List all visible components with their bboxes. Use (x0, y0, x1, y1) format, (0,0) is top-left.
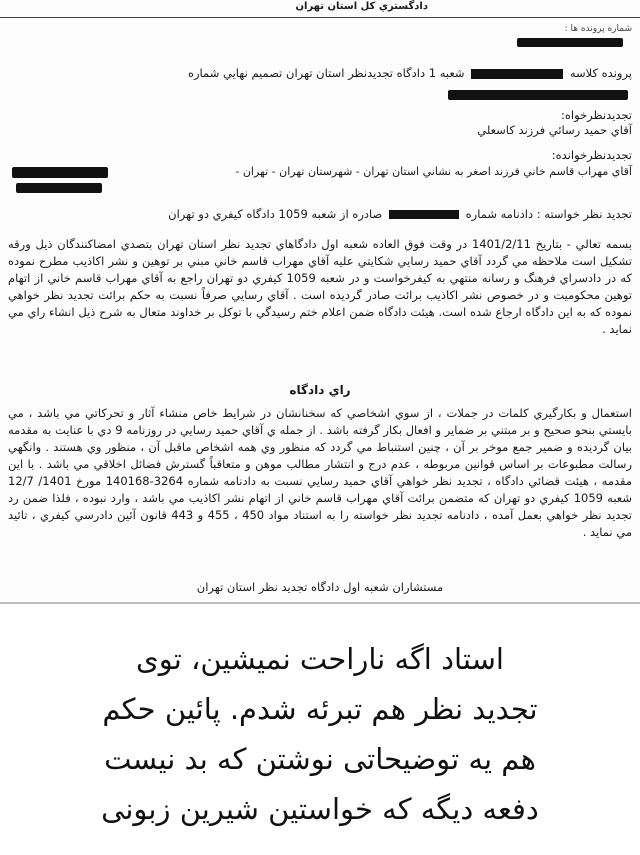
caption-line: تجدید نظر هم تبرئه شدم. پائین حکم (102, 692, 538, 726)
redaction-bar (16, 183, 102, 193)
respondent-label: تجديدنظرخوانده: (551, 148, 632, 162)
case-class-line (8, 66, 632, 81)
appellant-label: تجديدنظرخواه: (560, 108, 632, 122)
intro-paragraph: بسمه تعالي - بتاريخ 1401/2/11 در وقت فوق العاده شعبه اول دادگاهاي تجديد نظر استان تهران بتصدي امضاکنندگان ذيل ورقه تشکيل است ملاحظه مي گردد آقاي حميد رسايي شکايتي عليه آقاي مهراب قاسم خاني مبني بر توهين و نشر اکاذيب مطرح نموده که در دادسراي فرهنگ و رسانه منتهي به کيفرخواست و در شعبه 1059 کيفري دو تهران راجع به آقاي مهراب قاسم خاني از اتهام توهين محکوميت و در خصوص نشر اکاذيب برائت صادر گرديده است . آقاي رسايي صرفاً نسبت به حکم برائت تجديد نظر خواهي نموده که به اين دادگاه ارجاع شده است. هيئت دادگاه ضمن اعلام ختم رسيدگي با توکل بر خداوند متعال به شرح ذيل انشاء راي مي نمايد . (8, 237, 632, 336)
case-class-text: شعبه 1 دادگاه تجديدنظر استان تهران تصميم نهايي شماره (187, 66, 465, 80)
signature-line: مستشاران شعبه اول دادگاه تجديد نظر استان تهران (196, 580, 444, 594)
ruling-heading: راي دادگاه (289, 383, 351, 397)
caption-line: دفعه دیگه که خواستین شیرین زبونی (101, 792, 539, 826)
document-header (0, 0, 640, 18)
caption-text (0, 602, 640, 855)
case-class-label: پرونده کلاسه (569, 66, 632, 80)
respondent-name: آقاي مهراب قاسم خاني فرزند اصغر به نشاني استان تهران - شهرستان تهران - تهران - (235, 165, 632, 178)
court-title: دادگستري کل استان تهران (295, 1, 428, 12)
redaction-bar (448, 90, 628, 100)
redaction-bar (389, 210, 459, 219)
caption-line: استاد اگه ناراحت نمیشین، توی (136, 642, 504, 676)
request-line (8, 207, 632, 222)
ruling-paragraph: استعمال و بکارگيري کلمات در جملات ، از سوي اشخاصي که سخنانشان در شرايط خاص منشاء آثار و تحرکاتي مي باشد ، مي بايستي بنحو صحيح و بر مبتني بر ضماير و افعال بکار گرفته باشد . از جمله ي آقاي حميد رسايي در روزنامه 9 دي با عنايت به مقدمه بيان گرديده و ضمير جمع موخر بر آن ، چنين استنباط مي گردد که منظور وي همه اشخاص ماقبل آن ، منظور وي هستند . وانگهي رسالت مطبوعات بر اساس قوانين مربوطه ، عدم درج و انتشار مطالب موهن و متعاقباً گسترش فضائل اخلاقي مي باشد . با اين مقدمه ، هيئت قضائي دادگاه ، تجديد نظر خواهي آقاي حميد رسايي نسبت به دادنامه شماره 3264-140168 مورخ 1401/ 12/7 شعبه 1059 کيفري دو تهران که متضمن برائت آقاي مهراب قاسم خاني از اتهام نشر اکاذيب مي باشد ، وارد نبوده ، فلذا ضمن رد تجديد نظر خواهي بعمل آمده ، دادنامه تجديد نظر خواسته را به استناد مواد 450 ، 455 و 443 قانون آئين دادرسي کيفري ، تائيد مي نمايد . (8, 406, 633, 539)
case-numbers-label: شماره پرونده ها : (564, 24, 632, 34)
request-tail: صادره از شعبه 1059 دادگاه کيفري دو تهران (168, 207, 383, 221)
redaction-bar (471, 69, 563, 79)
appellant-name: آقاي حميد رسائي فرزند کاسعلي (477, 123, 632, 137)
request-label: تجديد نظر خواسته : دادنامه شماره (465, 207, 632, 221)
redaction-bar (517, 38, 623, 47)
caption-line: هم یه توضیحاتی نوشتن که بد نیست (104, 742, 536, 776)
redaction-bar (12, 167, 108, 178)
